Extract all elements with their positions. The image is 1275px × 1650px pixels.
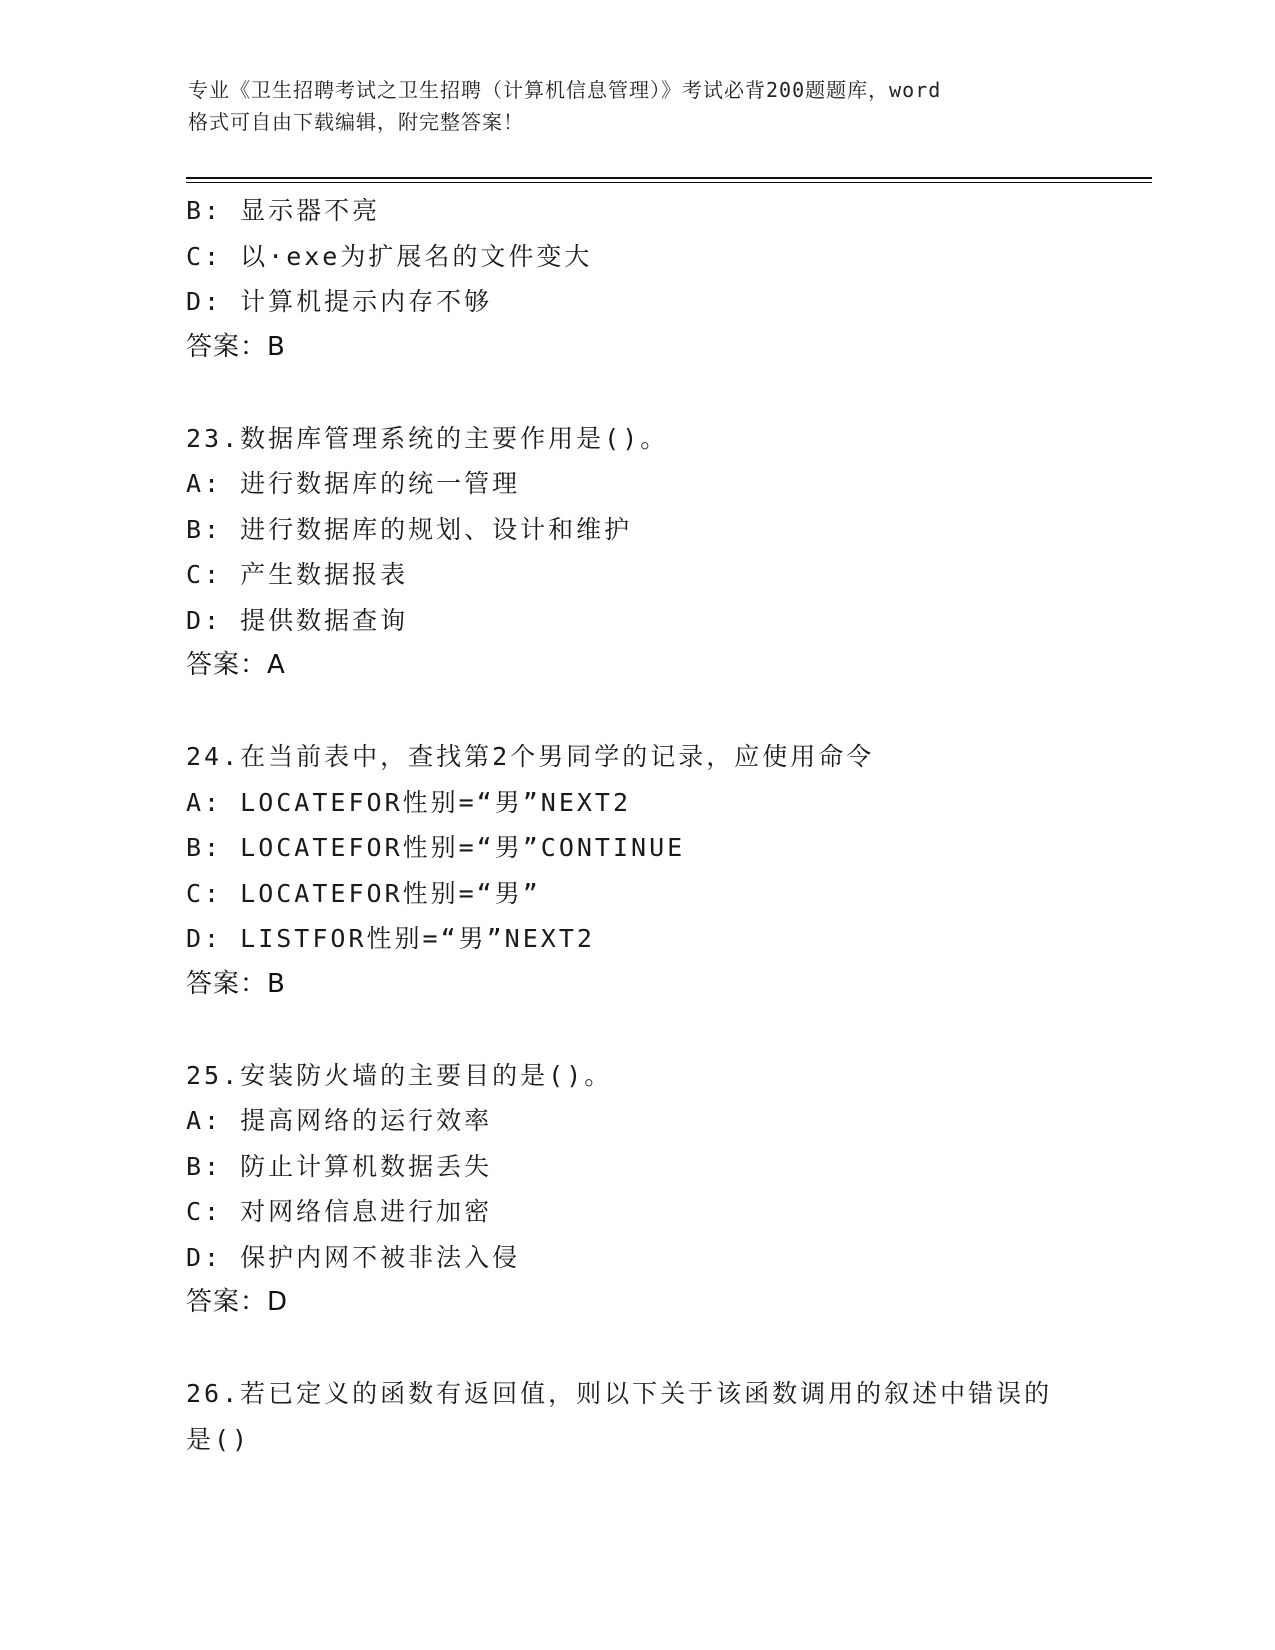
option-a: A: 进行数据库的统一管理 xyxy=(186,469,521,498)
question-24 xyxy=(186,734,1086,1007)
header-divider-thin xyxy=(186,182,1152,183)
option-b: B: 显示器不亮 xyxy=(186,196,381,225)
option-c: C: 对网络信息进行加密 xyxy=(186,1197,493,1226)
option-d: D: 计算机提示内存不够 xyxy=(186,287,493,316)
option-c: C: 产生数据报表 xyxy=(186,560,409,589)
question-23 xyxy=(186,416,1086,689)
answer-line: 答案：B xyxy=(186,968,286,999)
document-header xyxy=(188,74,1088,138)
header-line-2: 格式可自由下载编辑，附完整答案！ xyxy=(188,110,524,134)
question-26 xyxy=(186,1371,1086,1462)
option-d: D: 保护内网不被非法入侵 xyxy=(186,1242,521,1272)
question-25 xyxy=(186,1053,1086,1326)
option-d: D: 提供数据查询 xyxy=(186,605,409,635)
spacer xyxy=(186,1007,1086,1053)
question-text: 25.安装防火墙的主要目的是()。 xyxy=(186,1060,613,1090)
question-text: 24.在当前表中，查找第2个男同学的记录，应使用命令 xyxy=(186,742,875,771)
option-c: C: 以·exe为扩展名的文件变大 xyxy=(186,241,593,271)
question-22-continued xyxy=(186,188,1086,370)
option-a: A: 提高网络的运行效率 xyxy=(186,1106,493,1135)
spacer xyxy=(186,370,1086,416)
header-divider-thick xyxy=(186,177,1152,179)
answer-line: 答案：A xyxy=(186,650,286,680)
spacer xyxy=(186,1326,1086,1372)
answer-line: 答案：B xyxy=(186,331,286,362)
option-c: C: LOCATEFOR性别=“男” xyxy=(186,878,541,908)
spacer xyxy=(186,689,1086,735)
question-text: 23.数据库管理系统的主要作用是()。 xyxy=(186,423,669,453)
option-d: D: LISTFOR性别=“男”NEXT2 xyxy=(186,924,595,953)
question-text: 26.若已定义的函数有返回值，则以下关于该函数调用的叙述中错误的是() xyxy=(186,1379,1053,1454)
option-b: B: 防止计算机数据丢失 xyxy=(186,1151,493,1181)
option-a: A: LOCATEFOR性别=“男”NEXT2 xyxy=(186,787,632,817)
option-b: B: 进行数据库的规划、设计和维护 xyxy=(186,514,633,544)
answer-line: 答案：D xyxy=(186,1287,289,1317)
option-b: B: LOCATEFOR性别=“男”CONTINUE xyxy=(186,833,686,862)
header-line-1: 专业《卫生招聘考试之卫生招聘（计算机信息管理）》考试必背200题题库，word xyxy=(188,78,942,102)
question-list xyxy=(186,188,1086,1462)
